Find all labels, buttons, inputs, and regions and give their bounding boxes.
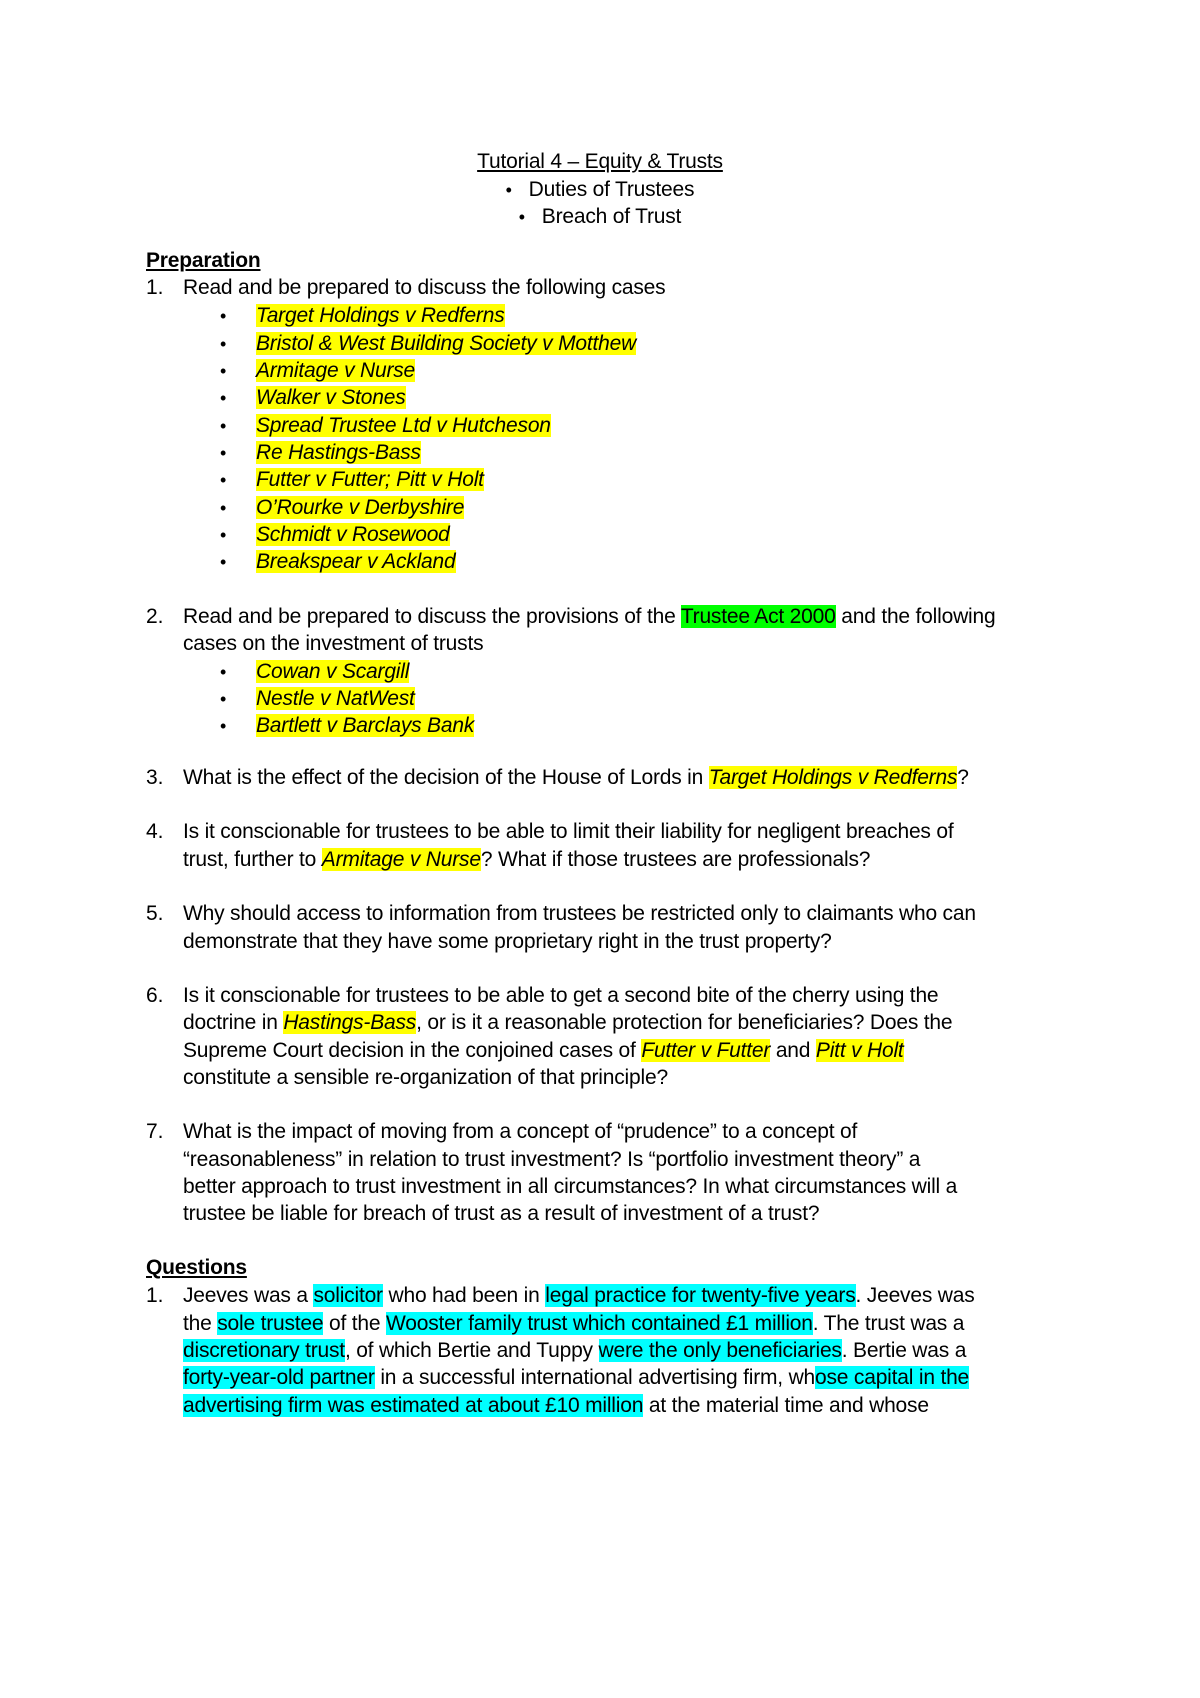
bullet: •	[505, 180, 512, 200]
item-text: constitute a sensible re-organization of that principle?	[183, 1066, 668, 1089]
case-name: Hastings-Bass	[283, 1011, 417, 1034]
topic-item	[0, 203, 1200, 231]
case-name: Target Holdings v Redferns	[256, 304, 505, 327]
statute-name: Trustee Act 2000	[680, 605, 836, 628]
bullet: •	[220, 361, 227, 381]
bullet: •	[220, 388, 227, 408]
case-name: Walker v Stones	[256, 386, 406, 409]
item-number: 5.	[146, 902, 164, 925]
item-text: better approach to trust investment in all circumstances? In what circumstances will a	[183, 1175, 958, 1198]
item-text: doctrine in Hastings-Bass, or is it a reasonable protection for beneficiaries? Does the	[183, 1011, 953, 1034]
case-name: Futter v Futter	[641, 1039, 771, 1062]
item-number: 6.	[146, 984, 164, 1007]
bullet: •	[220, 306, 227, 326]
case-name: Schmidt v Rosewood	[256, 523, 450, 546]
item-number: 7.	[146, 1120, 164, 1143]
topic-label: Duties of Trustees	[528, 178, 695, 201]
item-text: Is it conscionable for trustees to be able to limit their liability for negligent breaches of	[183, 820, 954, 843]
case-name: Futter v Futter; Pitt v Holt	[256, 468, 484, 491]
question-text: discretionary trust, of which Bertie and Tuppy were the only beneficiaries. Bertie was a	[183, 1339, 967, 1362]
bullet: •	[220, 416, 227, 436]
case-name: Spread Trustee Ltd v Hutcheson	[256, 414, 551, 437]
case-name: O’Rourke v Derbyshire	[256, 496, 465, 519]
bullet: •	[220, 552, 227, 572]
question-text: forty-year-old partner in a successful international advertising firm, whose capital in the	[183, 1366, 970, 1389]
case-name: Breakspear v Ackland	[256, 550, 456, 573]
bullet: •	[518, 207, 525, 227]
highlighted-fact: sole trustee	[217, 1312, 324, 1335]
item-text: What is the impact of moving from a concept of “prudence” to a concept of	[183, 1120, 858, 1143]
bullet: •	[220, 334, 227, 354]
highlighted-fact: advertising firm was estimated at about £10 million	[183, 1394, 644, 1417]
case-name: Armitage v Nurse	[321, 848, 481, 871]
item-text: Read and be prepared to discuss the provisions of the Trustee Act 2000 and the following	[183, 605, 996, 628]
highlighted-fact: Wooster family trust which contained £1 million	[386, 1312, 813, 1335]
question-text: the sole trustee of the Wooster family trust which contained £1 million. The trust was a	[183, 1312, 965, 1335]
item-text: Read and be prepared to discuss the following cases	[183, 276, 666, 299]
item-text: Is it conscionable for trustees to be able to get a second bite of the cherry using the	[183, 984, 939, 1007]
question-text: advertising firm was estimated at about £10 million at the material time and whose	[183, 1394, 929, 1417]
bullet: •	[220, 662, 227, 682]
item-number: 4.	[146, 820, 164, 843]
case-name: Bartlett v Barclays Bank	[256, 714, 475, 737]
question-number: 1.	[146, 1284, 164, 1307]
topic-label: Breach of Trust	[541, 205, 682, 228]
highlighted-fact: were the only beneficiaries	[598, 1339, 842, 1362]
item-number: 2.	[146, 605, 164, 628]
item-text: What is the effect of the decision of the House of Lords in Target Holdings v Redferns?	[183, 766, 969, 789]
questions-heading: Questions	[146, 1256, 247, 1279]
case-name: Cowan v Scargill	[256, 660, 410, 683]
question-text: Jeeves was a solicitor who had been in legal practice for twenty-five years. Jeeves was	[183, 1284, 975, 1307]
bullet: •	[220, 689, 227, 709]
bullet: •	[220, 498, 227, 518]
item-text: Why should access to information from trustees be restricted only to claimants who can	[183, 902, 976, 925]
item-number: 1.	[146, 276, 164, 299]
case-name: Armitage v Nurse	[256, 359, 416, 382]
case-name: Re Hastings-Bass	[256, 441, 421, 464]
case-name: Pitt v Holt	[815, 1039, 904, 1062]
highlighted-fact: forty-year-old partner	[183, 1366, 375, 1389]
case-name: Target Holdings v Redferns	[708, 766, 958, 789]
highlighted-fact: legal practice for twenty-five years	[545, 1284, 856, 1307]
item-text: cases on the investment of trusts	[183, 632, 484, 655]
case-name: Nestle v NatWest	[256, 687, 415, 710]
item-text: Supreme Court decision in the conjoined cases of Futter v Futter and Pitt v Holt	[183, 1039, 904, 1062]
page-title: Tutorial 4 – Equity & Trusts	[477, 150, 723, 173]
item-text: trustee be liable for breach of trust as a result of investment of a trust?	[183, 1202, 820, 1225]
highlighted-fact: ose capital in the	[815, 1366, 970, 1389]
case-name: Bristol & West Building Society v Motthew	[256, 332, 637, 355]
bullet: •	[220, 470, 227, 490]
item-text: trust, further to Armitage v Nurse? What if those trustees are professionals?	[183, 848, 871, 871]
topic-item	[0, 176, 1200, 204]
bullet: •	[220, 443, 227, 463]
bullet: •	[220, 716, 227, 736]
preparation-heading: Preparation	[146, 249, 261, 272]
bullet: •	[220, 525, 227, 545]
highlighted-fact: solicitor	[313, 1284, 383, 1307]
item-number: 3.	[146, 766, 164, 789]
item-text: “reasonableness” in relation to trust investment? Is “portfolio investment theory” a	[183, 1148, 921, 1171]
highlighted-fact: discretionary trust	[183, 1339, 345, 1362]
item-text: demonstrate that they have some proprietary right in the trust property?	[183, 930, 832, 953]
